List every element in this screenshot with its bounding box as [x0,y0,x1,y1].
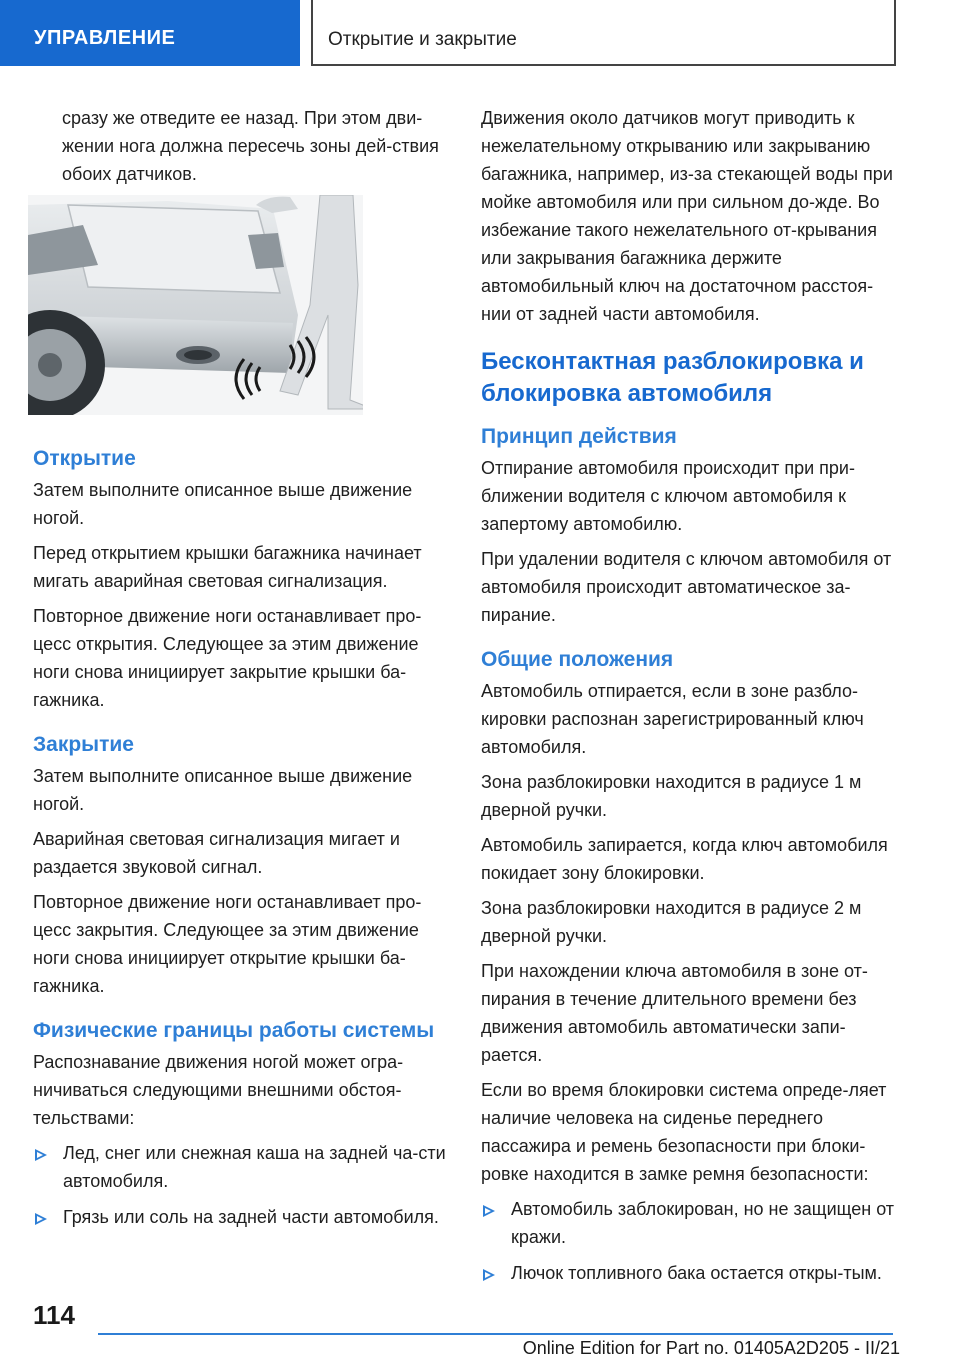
opening-heading: Открытие [33,447,136,470]
right-column [481,104,899,1295]
left-column [33,444,451,1239]
intro-block [62,104,442,195]
intro-paragraph: сразу же отведите ее назад. При этом дви-жении нога должна пересечь зоны дей-ствия обоих датчиков. [62,108,439,184]
closing-heading: Закрытие [33,733,134,756]
general-paragraph-6: Если во время блокировки система опреде-ляет наличие человека на сиденье переднего пассажира и ремень безопасности при блоки-ровке находится в замке ремня безопасности: [481,1080,887,1184]
section-tab [0,0,300,66]
car-rear-foot-sensor-image [28,195,363,415]
general-paragraph-1: Автомобиль отпирается, если в зоне разбло-кировки распознан зарегистрированный ключ автомобиля. [481,681,864,757]
general-paragraph-4: Зона разблокировки находится в радиусе 2 м дверной ручки. [481,898,862,946]
limits-paragraph: Распознавание движения ногой может огра-ничиваться следующими внешними обстоя-тельствами: [33,1052,404,1128]
general-paragraph-5: При нахождении ключа автомобиля в зоне от-пирания в течение длительного времени без движения автомобиль автоматически запи-рается. [481,961,868,1065]
chapter-title: Открытие и закрытие [328,29,517,50]
chapter-header [311,0,896,66]
opening-paragraph-1: Затем выполните описанное выше движение ногой. [33,480,413,528]
list-item: Грязь или соль на задней части автомобиля. [33,1203,451,1231]
principle-paragraph-2: При удалении водителя с ключом автомобиля от автомобиля происходит автоматическое за-пирание. [481,549,892,625]
triangle-bullet-icon [35,1149,47,1161]
closing-paragraph-3: Повторное движение ноги останавливает про-цесс закрытия. Следующее за этим движение ноги снова инициирует открытие крышки ба-гажника. [33,892,422,996]
edition-info: Online Edition for Part no. 01405A2D205 - II/21 [522,1338,900,1358]
footer-divider [98,1333,893,1335]
closing-paragraph-2: Аварийная световая сигнализация мигает и раздается звуковой сигнал. [33,829,400,877]
general-heading: Общие положения [481,648,674,671]
opening-paragraph-3: Повторное движение ноги останавливает про-цесс открытия. Следующее за этим движение ноги снова инициирует закрытие крышки ба-гажника. [33,606,422,710]
general-paragraph-3: Автомобиль запирается, когда ключ автомобиля покидает зону блокировки. [481,835,888,883]
triangle-bullet-icon [483,1269,495,1281]
tailgate-illustration [28,195,363,415]
triangle-bullet-icon [35,1213,47,1225]
opening-paragraph-2: Перед открытием крышки багажника начинает мигать аварийная световая сигнализация. [33,543,422,591]
list-item: Лючок топливного бака остается откры-тым. [481,1259,899,1287]
list-item: Автомобиль заблокирован, но не защищен от кражи. [481,1195,899,1251]
page-number: 114 [33,1300,75,1330]
triangle-bullet-icon [483,1205,495,1217]
principle-paragraph-1: Отпирание автомобиля происходит при при-ближении водителя с ключом автомобиля к запертому автомобилю. [481,458,855,534]
list-item: Лед, снег или снежная каша на задней ча-сти автомобиля. [33,1139,451,1195]
warning-paragraph: Движения около датчиков могут приводить к нежелательному открыванию или закрыванию багажника, например, из-за стекающей воды при мойке автомобиля или при сильном до-жде. Во избежание такого нежелательного от-крывания или закрывания багажника держите автомобильный ключ на достаточном расстоя-нии от задней части автомобиля. [481,108,893,324]
section-title: УПРАВЛЕНИЕ [34,27,176,49]
limits-heading: Физические границы работы системы [33,1019,435,1042]
closing-paragraph-1: Затем выполните описанное выше движение ногой. [33,766,413,814]
keyless-heading: Бесконтактная разблокировка и блокировка автомобиля [481,348,864,407]
general-paragraph-2: Зона разблокировки находится в радиусе 1 м дверной ручки. [481,772,862,820]
principle-heading: Принцип действия [481,425,677,448]
